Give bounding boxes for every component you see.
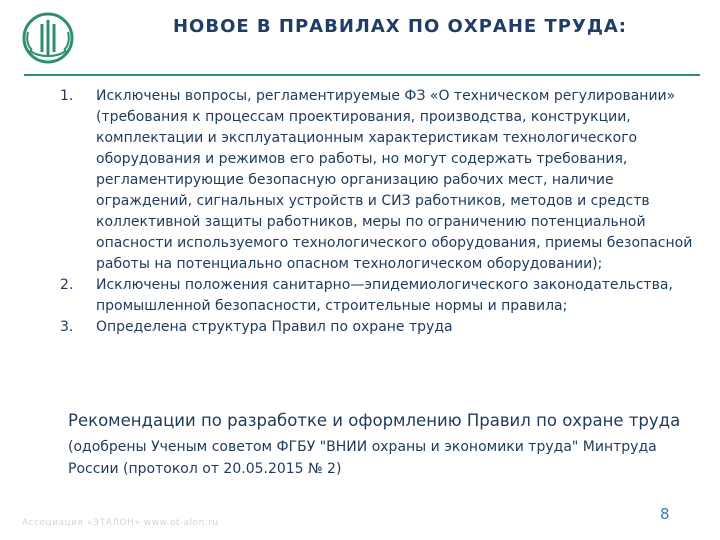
list-item-text: Определена структура Правил по охране труда [96,319,453,335]
list-item [60,86,700,275]
list-item-text: Исключены положения санитарно—эпидемиологического законодательства, промышленной безопасности, строительные нормы и правила; [96,277,673,314]
list-item-text: Исключены вопросы, регламентируемые ФЗ «О техническом регулировании» (требования к процессам проектирования, производства, конструкции, комплектации и эксплуатационным характеристикам технологического оборудования и режимов его работы, но могут содержать требования, регламентирующие безопасную организацию рабочих мест, наличие ограждений, сигнальных устройств и СИЗ работников, методов и средств коллективной защиты работников, меры по ограничению потенциальной опасности используемого технологического оборудования, приемы безопасной работы на потенциально опасном технологическом оборудовании); [96,88,693,272]
changes-list [60,86,700,338]
list-item-number: 2. [60,277,74,293]
recommendations-approval: (одобрены Ученым советом ФГБУ "ВНИИ охраны и экономики труда" Минтруда России (протокол от 20.05.2015 № 2) [68,439,657,477]
list-item [60,317,700,338]
page-title: НОВОЕ В ПРАВИЛАХ ПО ОХРАНЕ ТРУДА: [172,16,627,37]
recommendations-title: Рекомендации по разработке и оформлению Правил по охране труда [68,411,681,430]
logo [20,10,76,66]
header-divider [24,74,700,76]
list-item-number: 3. [60,319,74,335]
page-number: 8 [660,505,670,523]
list-item [60,275,700,317]
list-item-number: 1. [60,88,74,104]
footer-organization: Ассоциация «ЭТАЛОН» www.ot-alon.ru [22,518,219,528]
